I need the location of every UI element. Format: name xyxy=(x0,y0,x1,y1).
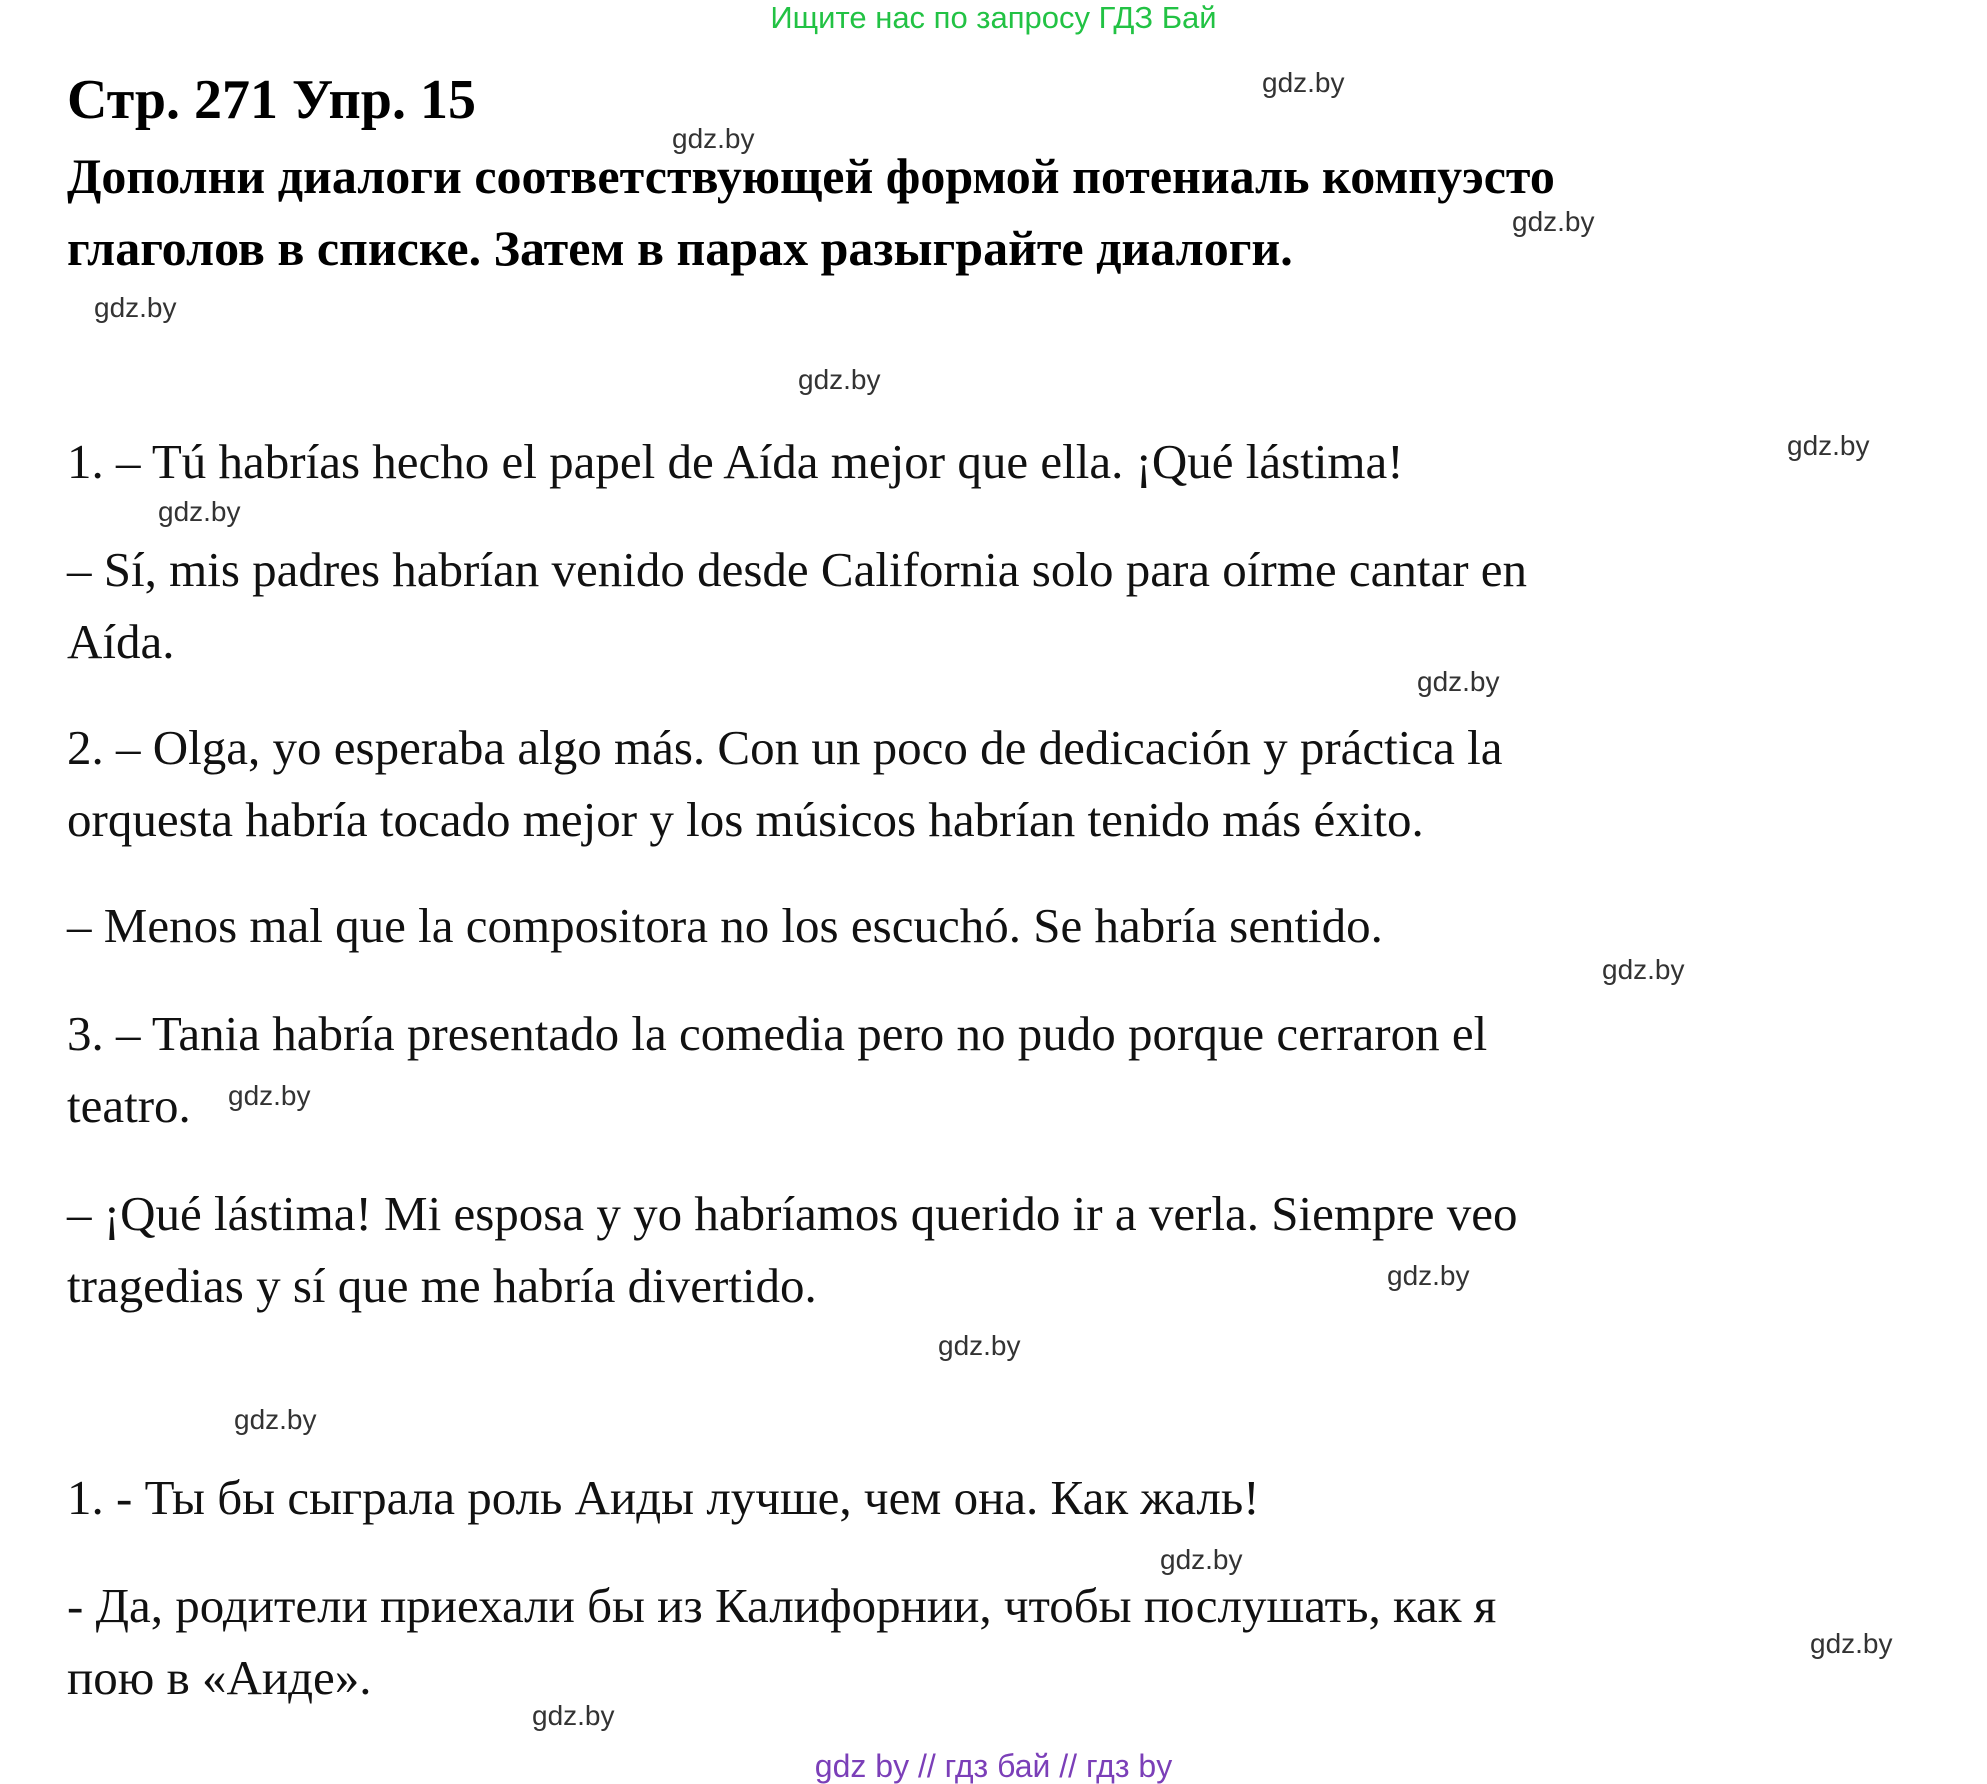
es-dialog-3-line-4: tragedias y sí que me habría divertido. xyxy=(67,1258,817,1313)
watermark: gdz.by xyxy=(228,1080,311,1111)
watermark: gdz.by xyxy=(1417,666,1500,697)
es-dialog-1-line-3: Aída. xyxy=(67,614,175,669)
es-dialog-2-line-2: orquesta habría tocado mejor y los músicos habrían tenido más éxito. xyxy=(67,792,1424,847)
page-title: Стр. 271 Упр. 15 xyxy=(67,69,476,131)
watermark: gdz.by xyxy=(798,364,881,395)
top-banner: Ищите нас по запросу ГДЗ Бай xyxy=(770,0,1217,35)
ru-dialog-1-line-3: пою в «Аиде». xyxy=(67,1650,372,1705)
ru-dialog-1-line-2: - Да, родители приехали бы из Калифорнии, чтобы послушать, как я xyxy=(67,1578,1497,1633)
watermark: gdz.by xyxy=(1787,430,1870,461)
watermark: gdz.by xyxy=(532,1700,615,1731)
es-dialog-3-line-1: 3. – Tania habría presentado la comedia pero no pudo porque cerraron el xyxy=(67,1006,1488,1061)
watermark: gdz.by xyxy=(1262,67,1345,98)
watermark: gdz.by xyxy=(672,123,755,154)
es-dialog-1-line-1: 1. – Tú habrías hecho el papel de Aída mejor que ella. ¡Qué lástima! xyxy=(67,434,1404,489)
es-dialog-3-line-2: teatro. xyxy=(67,1078,191,1133)
watermark: gdz.by xyxy=(1160,1544,1243,1575)
watermark: gdz.by xyxy=(1512,206,1595,237)
es-dialog-1-line-2: – Sí, mis padres habrían venido desde California solo para oírme cantar en xyxy=(67,542,1528,597)
watermark: gdz.by xyxy=(1387,1260,1470,1291)
instruction-line-1: Дополни диалоги соответствующей формой потениаль компуэсто xyxy=(67,148,1555,204)
watermark: gdz.by xyxy=(938,1330,1021,1361)
ru-dialog-1-line-1: 1. - Ты бы сыграла роль Аиды лучше, чем она. Как жаль! xyxy=(67,1470,1260,1525)
es-dialog-2-line-3: – Menos mal que la compositora no los escuchó. Se habría sentido. xyxy=(67,898,1383,953)
instruction-line-2: глаголов в списке. Затем в парах разыграйте диалоги. xyxy=(67,220,1293,276)
watermark: gdz.by xyxy=(94,292,177,323)
watermark: gdz.by xyxy=(1810,1628,1893,1659)
es-dialog-3-line-3: – ¡Qué lástima! Mi esposa y yo habríamos querido ir a verla. Siempre veo xyxy=(67,1186,1518,1241)
footer-links: gdz by // гдз бай // гдз by xyxy=(814,1748,1173,1784)
watermark: gdz.by xyxy=(1602,954,1685,985)
es-dialog-2-line-1: 2. – Olga, yo esperaba algo más. Con un poco de dedicación y práctica la xyxy=(67,720,1503,775)
watermark: gdz.by xyxy=(158,496,241,527)
watermark: gdz.by xyxy=(234,1404,317,1435)
